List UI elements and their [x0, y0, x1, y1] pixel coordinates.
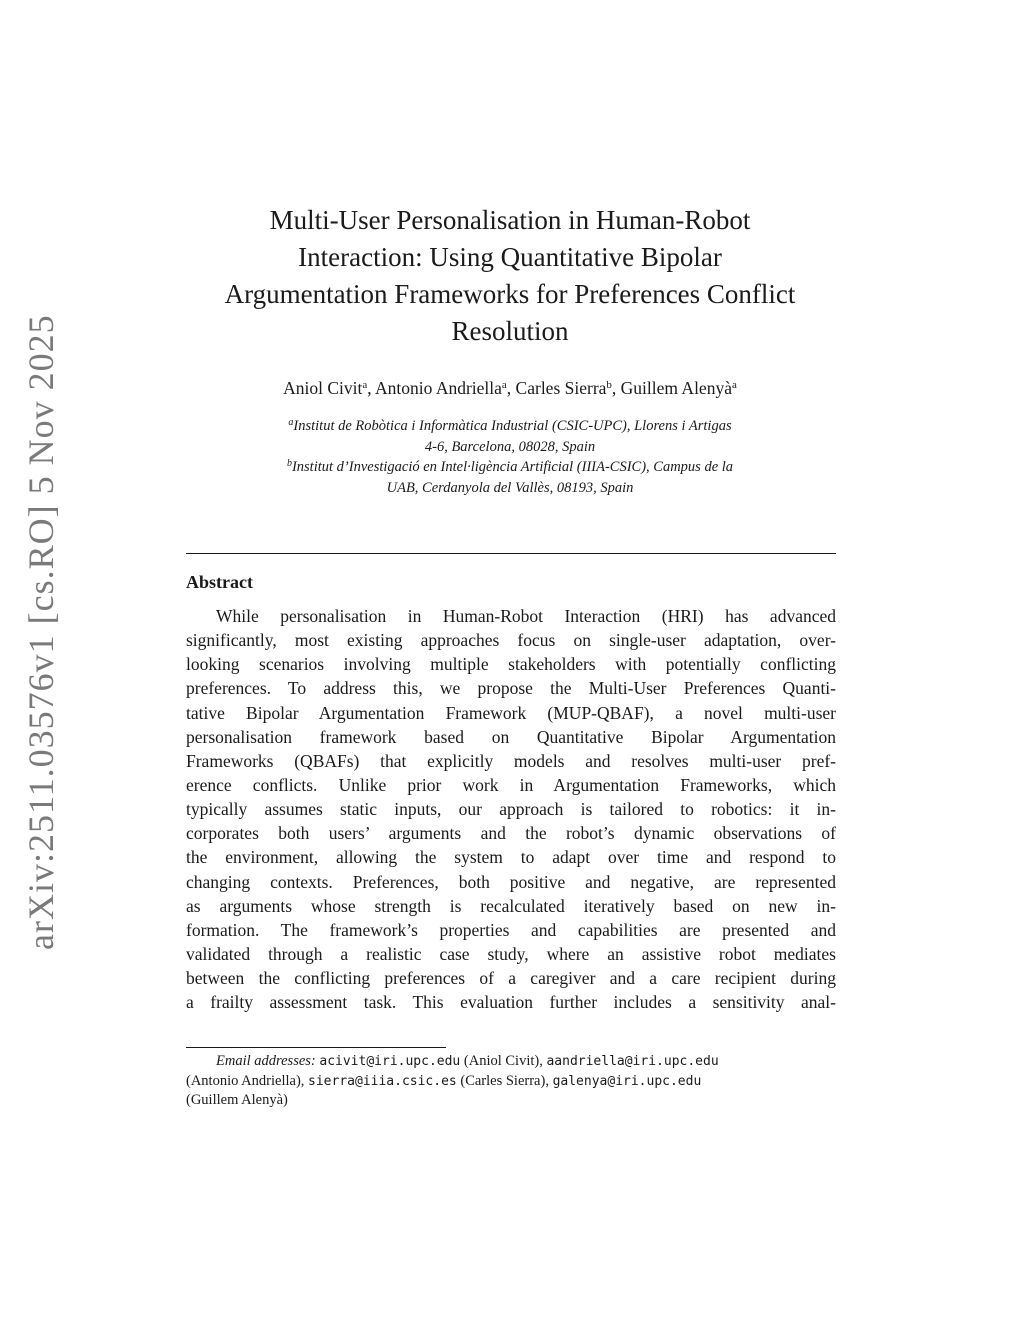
- author-name: (Guillem Alenyà): [186, 1092, 288, 1108]
- footnote-line: [186, 1072, 836, 1092]
- abstract-heading: Abstract: [186, 572, 253, 592]
- author-name: (Antonio Andriella),: [186, 1072, 305, 1089]
- title-line: Resolution: [451, 316, 569, 346]
- author-name: Carles Sierra: [515, 378, 607, 398]
- title-line: Argumentation Frameworks for Preferences Conflict: [224, 279, 796, 309]
- paper-title: [190, 202, 830, 350]
- author-name: Antonio Andriella: [375, 378, 502, 398]
- arxiv-identifier-stamp: arXiv:2511.03576v1 [cs.RO] 5 Nov 2025: [21, 314, 61, 950]
- footnote-line: [186, 1052, 836, 1072]
- affiliation-mark: b: [606, 379, 612, 391]
- abstract-line: While personalisation in Human-Robot Interaction (HRI) has advanced: [216, 606, 836, 626]
- footnote-label: Email addresses:: [216, 1053, 316, 1069]
- email-link[interactable]: acivit@iri.upc.edu: [319, 1054, 461, 1069]
- abstract-body: [186, 604, 836, 1014]
- title-line: Interaction: Using Quantitative Bipolar: [298, 242, 722, 272]
- affiliation-mark: a: [731, 379, 737, 391]
- author-separator: ,: [611, 378, 621, 398]
- author-name: Aniol Civit: [283, 378, 363, 398]
- abstract-line: validated through a realistic case study, where an assistive robot mediates: [186, 943, 836, 964]
- abstract-line: looking scenarios involving multiple stakeholders with potentially conflicting: [186, 654, 836, 675]
- title-line: Multi-User Personalisation in Human-Robot: [269, 205, 751, 235]
- affiliation-mark: a: [288, 417, 294, 428]
- email-footnote: [186, 1052, 836, 1111]
- author-name: (Aniol Civit),: [463, 1053, 543, 1069]
- abstract-line: changing contexts. Preferences, both positive and negative, are represented: [186, 871, 836, 892]
- abstract-line: as arguments whose strength is recalculated iteratively based on new in-: [186, 895, 836, 916]
- abstract-line: typically assumes static inputs, our approach is tailored to robotics: it in-: [186, 799, 836, 820]
- author-separator: ,: [367, 378, 376, 398]
- author-name: (Carles Sierra),: [460, 1072, 549, 1089]
- affiliation-mark: a: [501, 379, 507, 391]
- affiliation-line: [190, 416, 830, 437]
- affiliation-mark: b: [286, 458, 292, 469]
- affiliation-mark: a: [362, 379, 368, 391]
- abstract-line: tative Bipolar Argumentation Framework (MUP-QBAF), a novel multi-user: [186, 702, 836, 723]
- email-link[interactable]: aandriella@iri.upc.edu: [546, 1054, 719, 1069]
- author-separator: ,: [506, 378, 516, 398]
- abstract-line: erence conflicts. Unlike prior work in Argumentation Frameworks, which: [186, 774, 836, 795]
- affiliation-text: Institut d’Investigació en Intel·ligència Artificial (IIIA-CSIC), Campus de la: [291, 459, 734, 475]
- abstract-line: Frameworks (QBAFs) that explicitly models and resolves multi-user pref-: [186, 750, 836, 771]
- abstract-line: personalisation framework based on Quantitative Bipolar Argumentation: [186, 726, 836, 747]
- email-link[interactable]: galenya@iri.upc.edu: [552, 1073, 702, 1089]
- abstract-line: formation. The framework’s properties and capabilities are presented and: [186, 919, 836, 940]
- affiliation-line: [190, 457, 830, 478]
- abstract-line: significantly, most existing approaches focus on single-user adaptation, over-: [186, 630, 836, 651]
- abstract-line: the environment, allowing the system to adapt over time and respond to: [186, 847, 836, 868]
- affiliations: [190, 416, 830, 498]
- footnote-rule: [186, 1047, 446, 1048]
- author-name: Guillem Alenyà: [620, 378, 732, 398]
- abstract-line: between the conflicting preferences of a caregiver and a care recipient during: [186, 968, 836, 989]
- email-link[interactable]: sierra@iiia.csic.es: [308, 1073, 457, 1089]
- affiliation-line: UAB, Cerdanyola del Vallès, 08193, Spain: [386, 479, 634, 496]
- abstract-line: a frailty assessment task. This evaluation further includes a sensitivity anal-: [186, 992, 836, 1013]
- author-list: [190, 376, 830, 400]
- abstract-top-rule: [186, 553, 836, 554]
- footnote-line: [186, 1091, 836, 1111]
- affiliation-line: 4-6, Barcelona, 08028, Spain: [424, 438, 596, 455]
- abstract-line: preferences. To address this, we propose the Multi-User Preferences Quanti-: [186, 678, 836, 699]
- affiliation-text: Institut de Robòtica i Informàtica Industrial (CSIC-UPC), Llorens i Artigas: [293, 418, 732, 434]
- abstract-line: corporates both users’ arguments and the robot’s dynamic observations of: [186, 823, 836, 844]
